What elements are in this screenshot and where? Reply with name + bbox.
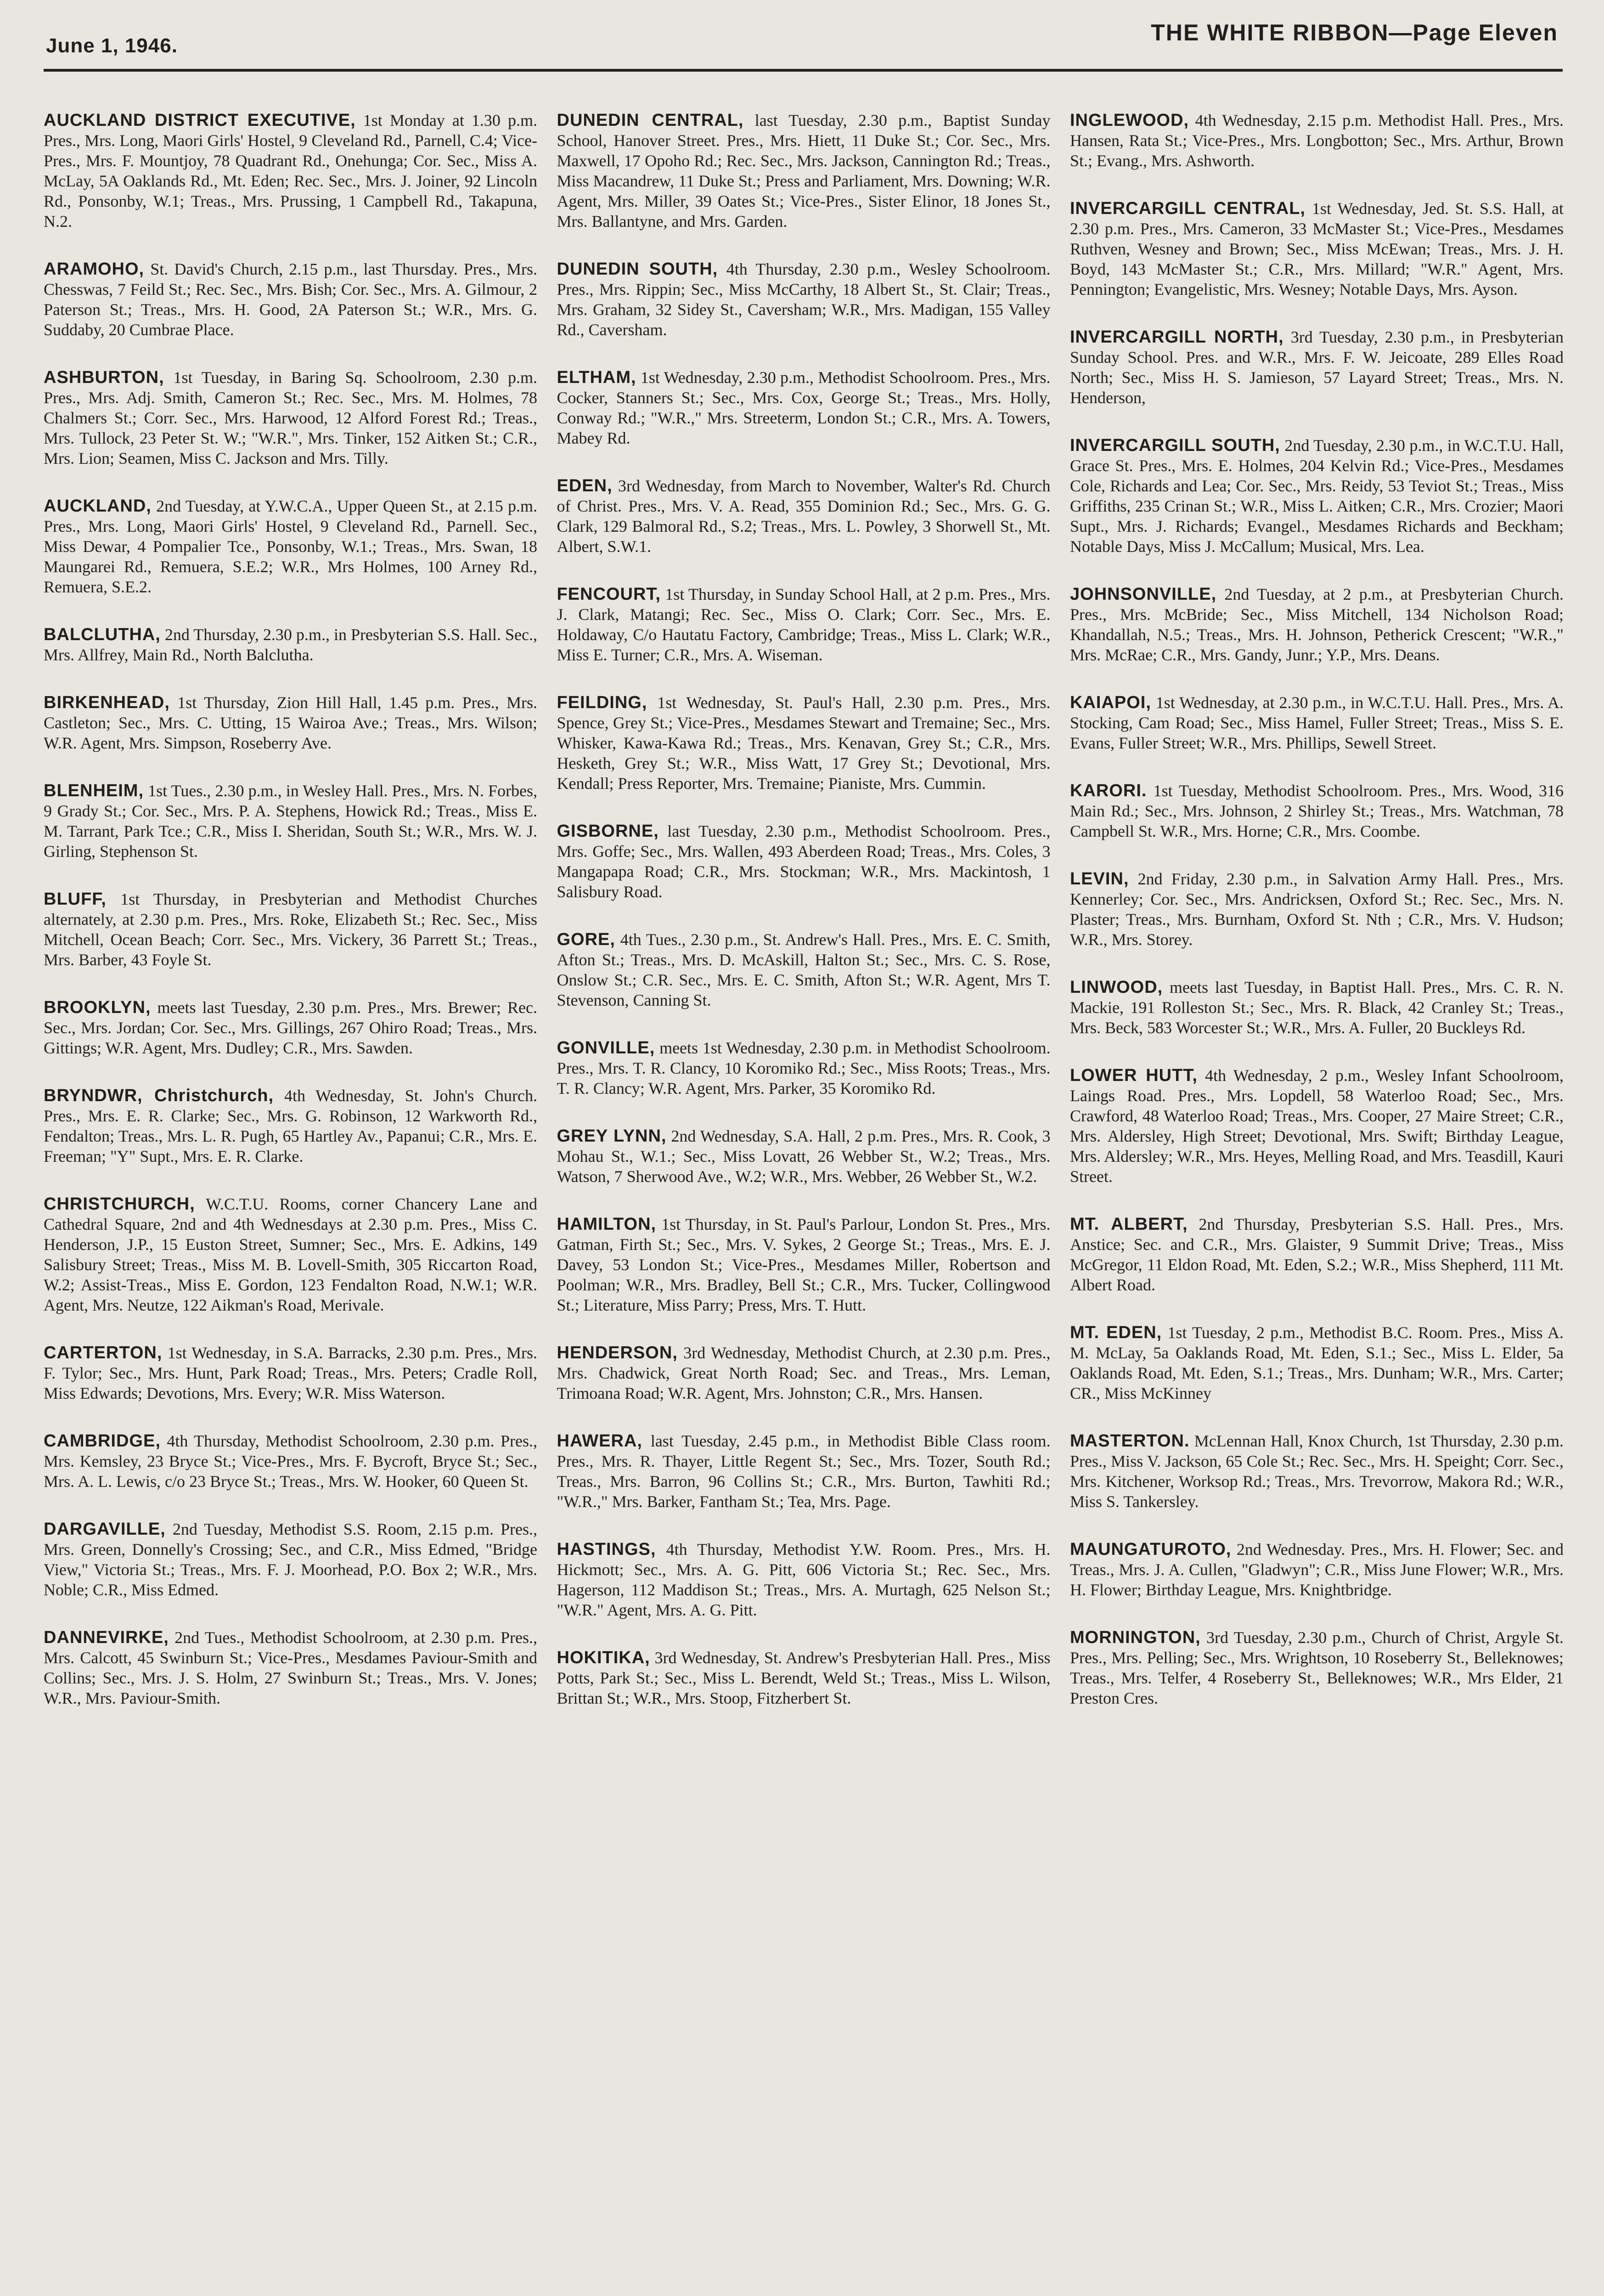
branch-details: 4th Thursday, Methodist Y.W. Room. Pres., Mrs. H. Hickmott; Sec., Mrs. A. G. Pitt, 606 Victoria St.; Rec. Sec., Mrs. Hagerson, 112 Maddison St.; Treas., Mrs. A. Murtagh, 625 Nelson St.; "W.R." Agent, Mrs. A. G. Pitt. [557, 1540, 1051, 1619]
union-entry [44, 1194, 537, 1315]
union-entry [44, 110, 537, 231]
union-entry [44, 997, 537, 1058]
union-entry [557, 1539, 1051, 1620]
branch-name: INVERCARGILL SOUTH, [1070, 436, 1280, 455]
branch-details: St. David's Church, 2.15 p.m., last Thursday. Pres., Mrs. Chesswas, 7 Feild St.; Rec. Sec., Mrs. Bish; Cor. Sec., Mrs. A. Gilmour, 2 Paterson St.; Treas., Mrs. H. Good, 2A Paterson St.; W.R., Mrs. G. Suddaby, 20 Cumbrae Place. [44, 260, 537, 339]
branch-details: 4th Tues., 2.30 p.m., St. Andrew's Hall. Pres., Mrs. E. C. Smith, Afton St.; Treas., Mrs. D. McAskill, Halton St.; Sec., Mrs. C. S. Rose, Onslow St.; C.R. Sec., Mrs. E. C. Smith, Afton St.; W.R. Agent, Mrs T. Stevenson, Canning St. [557, 930, 1051, 1009]
branch-name: DARGAVILLE, [44, 1519, 166, 1539]
branch-name: DANNEVIRKE, [44, 1628, 169, 1647]
branch-name: BIRKENHEAD, [44, 693, 170, 712]
branch-name: JOHNSONVILLE, [1070, 585, 1217, 604]
branch-details: meets last Tuesday, 2.30 p.m. Pres., Mrs. Brewer; Rec. Sec., Mrs. Jordan; Cor. Sec., Mrs. Gillings, 267 Ohiro Road; Treas., Mrs. Gittings; W.R. Agent, Mrs. Dudley; C.R., Mrs. Sawden. [44, 998, 537, 1057]
branch-name: AUCKLAND, [44, 496, 152, 516]
union-entry [557, 929, 1051, 1010]
branch-details: 1st Tuesday, Methodist Schoolroom. Pres., Mrs. Wood, 316 Main Rd.; Sec., Mrs. Johnson, 2 Shirley St.; Treas., Mrs. Watchman, 78 Campbell St. W.R., Mrs. Horne; C.R., Mrs. Coombe. [1070, 782, 1564, 840]
branch-name: MT. EDEN, [1070, 1323, 1162, 1342]
branch-name: ARAMOHO, [44, 259, 145, 279]
branch-name: BRYNDWR, Christchurch, [44, 1086, 274, 1105]
union-entry [557, 259, 1051, 340]
union-entry [557, 1431, 1051, 1512]
branch-name: LOWER HUTT, [1070, 1066, 1198, 1085]
branch-details: 1st Thursday, in Sunday School Hall, at 2 p.m. Pres., Mrs. J. Clark, Matangi; Rec. Sec., Miss O. Clark; Corr. Sec., Mrs. E. Holdaway, C/o Hautatu Factory, Cambridge; Treas., Miss L. Clark; W.R., Miss E. Turner; C.R., Mrs. A. Wiseman. [557, 585, 1051, 664]
branch-name: GREY LYNN, [557, 1126, 667, 1146]
union-entry [44, 496, 537, 597]
branch-details: 1st Tuesday, 2 p.m., Methodist B.C. Room. Pres., Miss A. M. McLay, 5a Oaklands Road, Mt. Eden, S.1.; Sec., Miss L. Elder, 5a Oaklands Road, Mt. Eden, S.1.; Treas., Mrs. Dunham; W.R., Mrs. Carter; CR., Miss McKinney [1070, 1323, 1564, 1402]
branch-details: 4th Wednesday, 2 p.m., Wesley Infant Schoolroom, Laings Road. Pres., Mrs. Lopdell, 58 Waterloo Road; Sec., Mrs. Crawford, 48 Waterloo Road; Treas., Mrs. Cooper, 27 Maire Street; C.R., Mrs. Aldersley, High Street; Devotional, Mrs. Swift; Birthday League, Mrs. Aldersley; W.R., Mrs. Heyes, Melling Road, and Mrs. Teasdill, Kauri Street. [1070, 1066, 1564, 1186]
branch-name: DUNEDIN CENTRAL, [557, 111, 744, 130]
union-entry [1070, 977, 1564, 1038]
branch-name: MT. ALBERT, [1070, 1215, 1188, 1234]
union-entry [1070, 869, 1564, 950]
union-entry [557, 1648, 1051, 1708]
branch-name: HAWERA, [557, 1431, 642, 1451]
directory-columns [44, 110, 1564, 2296]
branch-name: ELTHAM, [557, 368, 636, 387]
branch-name: CAMBRIDGE, [44, 1431, 161, 1451]
branch-details: 2nd Tuesday, at 2 p.m., at Presbyterian Church. Pres., Mrs. McBride; Sec., Miss Mitchell, 134 Nicholson Road; Khandallah, N.5.; Treas., Mrs. H. Johnson, Petherick Crescent; "W.R.," Mrs. McRae; C.R., Mrs. Gandy, Junr.; Y.P., Mrs. Deans. [1070, 585, 1564, 664]
branch-name: AUCKLAND DISTRICT EXECUTIVE, [44, 111, 356, 130]
branch-details: 2nd Wednesday, S.A. Hall, 2 p.m. Pres., Mrs. R. Cook, 3 Mohau St., W.1.; Sec., Miss Lovatt, 26 Webber St., W.2; Treas., Mrs. Watson, 7 Sherwood Ave., W.2; W.R., Mrs. Webber, 26 Webber St., W.2. [557, 1127, 1051, 1186]
union-entry [44, 1431, 537, 1491]
branch-name: HENDERSON, [557, 1343, 678, 1362]
branch-name: HOKITIKA, [557, 1648, 650, 1667]
union-entry [557, 110, 1051, 231]
branch-name: BALCLUTHA, [44, 625, 161, 644]
union-entry [557, 821, 1051, 902]
branch-details: 1st Wednesday, 2.30 p.m., Methodist Schoolroom. Pres., Mrs. Cocker, Stanners St.; Sec., Mrs. Cox, George St.; Treas., Mrs. Holly, Conway Rd.; "W.R.," Mrs. Streeterm, London St.; C.R., Mrs. A. Towers, Mabey Rd. [557, 368, 1051, 447]
branch-details: 4th Thursday, Methodist Schoolroom, 2.30 p.m. Pres., Mrs. Kemsley, 23 Bryce St.; Vice-Pres., Mrs. F. Bycroft, Bryce St.; Sec., Mrs. A. L. Lewis, c/o 23 Bryce St.; Treas., Mrs. W. Hooker, 60 Queen St. [44, 1432, 537, 1491]
page-header-title: THE WHITE RIBBON—Page Eleven [1151, 20, 1558, 45]
branch-details: 1st Thursday, in Presbyterian and Methodist Churches alternately, at 2.30 p.m. Pres., Mrs. Roke, Elizabeth St.; Rec. Sec., Miss Mitchell, Ocean Beach; Corr. Sec., Mrs. Vickery, 36 Parrett St.; Treas., Mrs. Barber, 43 Foyle St. [44, 890, 537, 969]
union-entry [557, 1126, 1051, 1187]
union-entry [1070, 1214, 1564, 1295]
branch-details: 3rd Wednesday, St. Andrew's Presbyterian Hall. Pres., Miss Potts, Park St.; Sec., Miss L. Berendt, Weld St.; Treas., Miss L. Wilson, Brittan St.; W.R., Mrs. Stoop, Fitzherbert St. [557, 1649, 1051, 1707]
union-entry [44, 1627, 537, 1708]
branch-details: 4th Wednesday, 2.15 p.m. Methodist Hall. Pres., Mrs. Hansen, Rata St.; Vice-Pres., Mrs. Longbotton; Sec., Mrs. Arthur, Brown St.; Evang., Mrs. Ashworth. [1070, 111, 1564, 170]
union-entry [44, 1519, 537, 1600]
branch-details: 2nd Thursday, Presbyterian S.S. Hall. Pres., Mrs. Anstice; Sec. and C.R., Mrs. Glaister, 9 Summit Drive; Treas., Miss McGregor, 11 Eldon Road, Mt. Eden, S.2.; W.R., Miss Shepherd, 111 Mt. Albert Road. [1070, 1215, 1564, 1294]
branch-details: 1st Monday at 1.30 p.m. Pres., Mrs. Long, Maori Girls' Hostel, 9 Cleveland Rd., Parnell, C.4; Vice-Pres., Mrs. F. Mountjoy, 78 Quadrant Rd., Onehunga; Cor. Sec., Miss A. McLay, 5A Oaklands Rd., Mt. Eden; Rec. Sec., Mrs. J. Joiner, 92 Lincoln Rd., Ponsonby, W.1; Treas., Mrs. Prussing, 1 Campbell Rd., Takapuna, N.2. [44, 111, 537, 231]
branch-name: GONVILLE, [557, 1038, 655, 1058]
union-entry [1070, 1322, 1564, 1403]
branch-details: 1st Tuesday, in Baring Sq. Schoolroom, 2.30 p.m. Pres., Mrs. Adj. Smith, Cameron St.; Rec. Sec., Mrs. M. Holmes, 78 Chalmers St.; Corr. Sec., Mrs. Harwood, 12 Alford Forest Rd.; Treas., Mrs. Tullock, 23 Peter St. W.; "W.R.", Mrs. Tinker, 152 Aitken St.; C.R., Mrs. Lion; Seamen, Miss C. Jackson and Mrs. Tilly. [44, 368, 537, 467]
union-entry [557, 692, 1051, 793]
branch-details: 2nd Wednesday. Pres., Mrs. H. Flower; Sec. and Treas., Mrs. J. A. Cullen, "Gladwyn"; C.R., Miss June Flower; W.R., Mrs. H. Flower; Birthday League, Mrs. Knightbridge. [1070, 1540, 1564, 1599]
branch-details: 1st Thursday, Zion Hill Hall, 1.45 p.m. Pres., Mrs. Castleton; Sec., Mrs. C. Utting, 15 Wairoa Ave.; Treas., Mrs. Wilson; W.R. Agent, Mrs. Simpson, Roseberry Ave. [44, 693, 537, 752]
branch-name: MORNINGTON, [1070, 1628, 1201, 1647]
branch-name: HAMILTON, [557, 1215, 657, 1234]
branch-details: 3rd Tuesday, 2.30 p.m., in Presbyterian Sunday School. Pres. and W.R., Mrs. F. W. Jeicoate, 289 Elles Road North; Sec., Miss H. S. Jamieson, 57 Layard Street; Treas., Mrs. N. Henderson, [1070, 328, 1564, 407]
union-entry [44, 259, 537, 340]
branch-details: 4th Wednesday, St. John's Church. Pres., Mrs. E. R. Clarke; Sec., Mrs. G. Robinson, 12 Warkworth Rd., Fendalton; Treas., Mrs. L. R. Pugh, 65 Hartley Av., Papanui; C.R., Mrs. E. Freeman; "Y" Supt., Mrs. E. R. Clarke. [44, 1086, 537, 1165]
branch-name: FEILDING, [557, 693, 647, 712]
branch-details: 4th Thursday, 2.30 p.m., Wesley Schoolroom. Pres., Mrs. Rippin; Sec., Miss McCarthy, 18 Albert St., St. Clair; Treas., Mrs. Graham, 32 Sidey St., Caversham; W.R., Mrs. Madigan, 155 Valley Rd., Caversham. [557, 260, 1051, 339]
union-entry [557, 1038, 1051, 1098]
union-entry [1070, 198, 1564, 299]
union-entry [1070, 1539, 1564, 1600]
branch-name: GORE, [557, 930, 615, 949]
union-entry [557, 1343, 1051, 1403]
branch-details: 1st Wednesday, St. Paul's Hall, 2.30 p.m. Pres., Mrs. Spence, Grey St.; Vice-Pres., Mesdames Stewart and Tremaine; Sec., Mrs. Whisker, Kawa-Kawa Rd.; Treas., Mrs. Kenavan, Grey St.; C.R., Mrs. Hesketh, Grey St.; W.R., Miss Watt, 17 Grey St.; Devotional, Mrs. Kendall; Press Reporter, Mrs. Tremaine; Pianiste, Mrs. Cummin. [557, 693, 1051, 793]
branch-name: DUNEDIN SOUTH, [557, 259, 718, 279]
branch-details: McLennan Hall, Knox Church, 1st Thursday, 2.30 p.m. Pres., Miss V. Jackson, 65 Cole St.; Rec. Sec., Mrs. H. Speight; Corr. Sec., Mrs. Kitchener, Worksop Rd.; Treas., Mrs. Trevorrow, Makora Rd.; W.R., Miss S. Tankersley. [1070, 1432, 1564, 1511]
branch-details: 1st Wednesday, in S.A. Barracks, 2.30 p.m. Pres., Mrs. F. Tylor; Sec., Mrs. Hunt, Park Road; Treas., Mrs. Peters; Cradle Roll, Miss Edwards; Devotions, Mrs. Every; W.R. Miss Waterson. [44, 1344, 537, 1402]
branch-details: meets last Tuesday, in Baptist Hall. Pres., Mrs. C. R. N. Mackie, 191 Rolleston St.; Sec., Mrs. R. Black, 42 Cranley St.; Treas., Mrs. Beck, 583 Worcester St.; W.R., Mrs. A. Fuller, 20 Buckleys Rd. [1070, 978, 1564, 1037]
union-entry [44, 1086, 537, 1166]
branch-details: 2nd Tuesday, 2.30 p.m., in W.C.T.U. Hall, Grace St. Pres., Mrs. E. Holmes, 204 Kelvin Rd.; Vice-Pres., Mesdames Cole, Richards and Lea; Cor. Sec., Mrs. Reidy, 53 Teviot St.; Treas., Miss Griffiths, 235 Crinan St.; W.R., Miss L. Aitken; C.R., Mrs. Crozier; Maori Supt., Mrs. J. Richards; Evangel., Mesdames Richards and Beckham; Notable Days, Miss J. McCallum; Musical, Mrs. Lea. [1070, 436, 1564, 556]
branch-name: GISBORNE, [557, 822, 659, 841]
branch-name: ASHBURTON, [44, 368, 164, 387]
branch-details: 1st Tues., 2.30 p.m., in Wesley Hall. Pres., Mrs. N. Forbes, 9 Grady St.; Cor. Sec., Mrs. P. A. Stephens, Howick Rd.; Treas., Miss E. M. Tarrant, Park Tce.; C.R., Miss I. Sheridan, South St.; W.R., Mrs. W. J. Girling, Stephenson St. [44, 782, 537, 861]
union-entry [1070, 435, 1564, 557]
column-1 [44, 110, 537, 2296]
branch-details: last Tuesday, 2.45 p.m., in Methodist Bible Class room. Pres., Mrs. R. Thayer, Little Regent St.; Sec., Mrs. Tozer, South Rd.; Treas., Mrs. Barron, 96 Collins St.; C.R., Mrs. Burton, Tawhiti Rd.; "W.R.," Mrs. Barker, Fantham St.; Tea, Mrs. Page. [557, 1432, 1051, 1511]
column-2 [557, 110, 1051, 2296]
union-entry [44, 1343, 537, 1403]
branch-name: INGLEWOOD, [1070, 111, 1189, 130]
branch-details: 2nd Friday, 2.30 p.m., in Salvation Army Hall. Pres., Mrs. Kennerley; Cor. Sec., Mrs. Andricksen, Oxford St.; Rec. Sec., Mrs. N. Plaster; Treas., Mrs. Burnham, Oxford St. Nth ; C.R., Mrs. V. Hudson; W.R., Mrs. Storey. [1070, 870, 1564, 949]
union-entry [1070, 110, 1564, 171]
union-entry [1070, 692, 1564, 753]
union-entry [557, 476, 1051, 557]
union-entry [44, 367, 537, 468]
branch-details: 2nd Thursday, 2.30 p.m., in Presbyterian S.S. Hall. Sec., Mrs. Allfrey, Main Rd., North Balclutha. [44, 625, 537, 664]
branch-details: W.C.T.U. Rooms, corner Chancery Lane and Cathedral Square, 2nd and 4th Wednesdays at 2.30 p.m. Pres., Miss C. Henderson, J.P., 15 Euston Street, Sumner; Sec., Mrs. E. Adkins, 149 Salisbury Street; Treas., Miss M. B. Lovell-Smith, 305 Riccarton Road, W.2; Assist-Treas., Miss E. Gordon, 123 Fendalton Road, N.W.1; W.R. Agent, Mrs. Neutze, 122 Aikman's Road, Merivale. [44, 1195, 537, 1314]
union-entry [557, 367, 1051, 448]
union-entry [44, 889, 537, 970]
branch-name: EDEN, [557, 476, 613, 495]
branch-details: 3rd Wednesday, from March to November, Walter's Rd. Church of Christ. Pres., Mrs. V. A. Read, 355 Dominion Rd.; Sec., Mrs. G. G. Clark, 129 Balmoral Rd., S.2; Treas., Mrs. L. Powley, 3 Shorwell St., Mt. Albert, S.W.1. [557, 477, 1051, 556]
branch-name: HASTINGS, [557, 1540, 656, 1559]
branch-details: 1st Thursday, in St. Paul's Parlour, London St. Pres., Mrs. Gatman, Firth St.; Sec., Mrs. V. Sykes, 2 George St.; Treas., Mrs. E. J. Davey, 53 London St.; Vice-Pres., Mesdames Miller, Robertson and Poolman; W.R., Mrs. Bradley, Bell St.; C.R., Mrs. Tucker, Collingwood St.; Literature, Miss Parry; Press, Mrs. T. Hutt. [557, 1215, 1051, 1314]
branch-name: KAIAPOI, [1070, 693, 1151, 712]
union-entry [44, 781, 537, 861]
union-entry [1070, 327, 1564, 408]
branch-name: FENCOURT, [557, 585, 661, 604]
branch-details: 2nd Tuesday, Methodist S.S. Room, 2.15 p.m. Pres., Mrs. Green, Donnelly's Crossing; Sec., and C.R., Miss Edmed, "Bridge View," Victoria St.; Treas., Mrs. F. J. Moorhead, P.O. Box 2; W.R., Mrs. Noble; C.R., Miss Edmed. [44, 1520, 537, 1599]
branch-details: 1st Wednesday, Jed. St. S.S. Hall, at 2.30 p.m. Pres., Mrs. Cameron, 33 McMaster St.; Vice-Pres., Mesdames Ruthven, Wesney and Brown; Sec., Miss McEwan; Treas., Mrs. J. H. Boyd, 143 McMaster St.; C.R., Mrs. Millard; "W.R." Agent, Mrs. Pennington; Evangelistic, Mrs. Wesney; Notable Days, Mrs. Ayson. [1070, 199, 1564, 298]
column-3 [1070, 110, 1564, 2296]
header-rule [44, 69, 1563, 72]
union-entry [1070, 781, 1564, 841]
branch-name: LEVIN, [1070, 869, 1129, 889]
branch-name: LINWOOD, [1070, 978, 1163, 997]
branch-name: BROOKLYN, [44, 998, 151, 1017]
branch-name: INVERCARGILL NORTH, [1070, 327, 1284, 347]
branch-details: last Tuesday, 2.30 p.m., Methodist Schoolroom. Pres., Mrs. Goffe; Sec., Mrs. Wallen, 493 Aberdeen Road; Treas., Mrs. Coles, 3 Mangapapa Road; C.R., Mrs. Stockman; W.R., Mrs. Mackintosh, 1 Salisbury Road. [557, 822, 1051, 901]
branch-name: BLENHEIM, [44, 781, 144, 800]
union-entry [44, 692, 537, 753]
union-entry [1070, 1065, 1564, 1187]
union-entry [1070, 1431, 1564, 1512]
union-entry [44, 625, 537, 665]
branch-name: INVERCARGILL CENTRAL, [1070, 199, 1306, 218]
branch-details: 3rd Wednesday, Methodist Church, at 2.30 p.m. Pres., Mrs. Chadwick, Great North Road; Sec. and Treas., Mrs. Leman, Trimoana Road; W.R. Agent, Mrs. Johnston; C.R., Mrs. Hansen. [557, 1344, 1051, 1402]
branch-name: MAUNGATUROTO, [1070, 1540, 1232, 1559]
branch-details: 3rd Tuesday, 2.30 p.m., Church of Christ, Argyle St. Pres., Mrs. Pelling; Sec., Mrs. Wrightson, 10 Roseberry St., Belleknowes; Treas., Mrs. Telfer, 4 Roseberry St., Belleknowes; W.R., Mrs Elder, 21 Preston Cres. [1070, 1628, 1564, 1707]
branch-details: 1st Wednesday, at 2.30 p.m., in W.C.T.U. Hall. Pres., Mrs. A. Stocking, Cam Road; Sec., Miss Hamel, Fuller Street; Treas., Miss S. E. Evans, Fuller Street; W.R., Mrs. Phillips, Sewell Street. [1070, 693, 1564, 752]
branch-name: MASTERTON. [1070, 1431, 1190, 1451]
union-entry [557, 584, 1051, 665]
branch-name: BLUFF, [44, 889, 107, 909]
branch-details: 2nd Tuesday, at Y.W.C.A., Upper Queen St., at 2.15 p.m. Pres., Mrs. Long, Maori Girls' Hostel, 9 Cleveland Rd., Parnell. Sec., Miss Dewar, 4 Pompalier Tce., Ponsonby, W.1.; Treas., Mrs. Swan, 18 Maungarei Rd., Remuera, S.E.2; W.R., Mrs Holmes, 100 Arney Rd., Remuera, S.E.2. [44, 497, 537, 596]
page-date: June 1, 1946. [46, 34, 178, 57]
branch-name: CHRISTCHURCH, [44, 1194, 195, 1214]
branch-name: CARTERTON, [44, 1343, 163, 1362]
union-entry [557, 1214, 1051, 1315]
branch-details: last Tuesday, 2.30 p.m., Baptist Sunday School, Hanover Street. Pres., Mrs. Hiett, 11 Duke St.; Cor. Sec., Mrs. Maxwell, 17 Opoho Rd.; Rec. Sec., Mrs. Jackson, Cannington Rd.; Treas., Miss Macandrew, 11 Duke St.; Press and Parliament, Mrs. Downing; W.R. Agent, Mrs. Miller, 39 Oates St.; Vice-Pres., Sister Elinor, 18 Jones St., Mrs. Ballantyne, and Mrs. Garden. [557, 111, 1051, 231]
union-entry [1070, 584, 1564, 665]
branch-details: 2nd Tues., Methodist Schoolroom, at 2.30 p.m. Pres., Mrs. Calcott, 45 Swinburn St.; Vice-Pres., Mesdames Paviour-Smith and Collins; Sec., Mrs. J. S. Holm, 27 Swinburn St.; Treas., Mrs. V. Jones; W.R., Mrs. Paviour-Smith. [44, 1628, 537, 1707]
union-entry [1070, 1627, 1564, 1708]
branch-details: meets 1st Wednesday, 2.30 p.m. in Methodist Schoolroom. Pres., Mrs. T. R. Clancy, 10 Koromiko Rd.; Sec., Miss Roots; Treas., Mrs. T. R. Clancy; W.R. Agent, Mrs. Parker, 35 Koromiko Rd. [557, 1039, 1051, 1097]
branch-name: KARORI. [1070, 781, 1147, 800]
